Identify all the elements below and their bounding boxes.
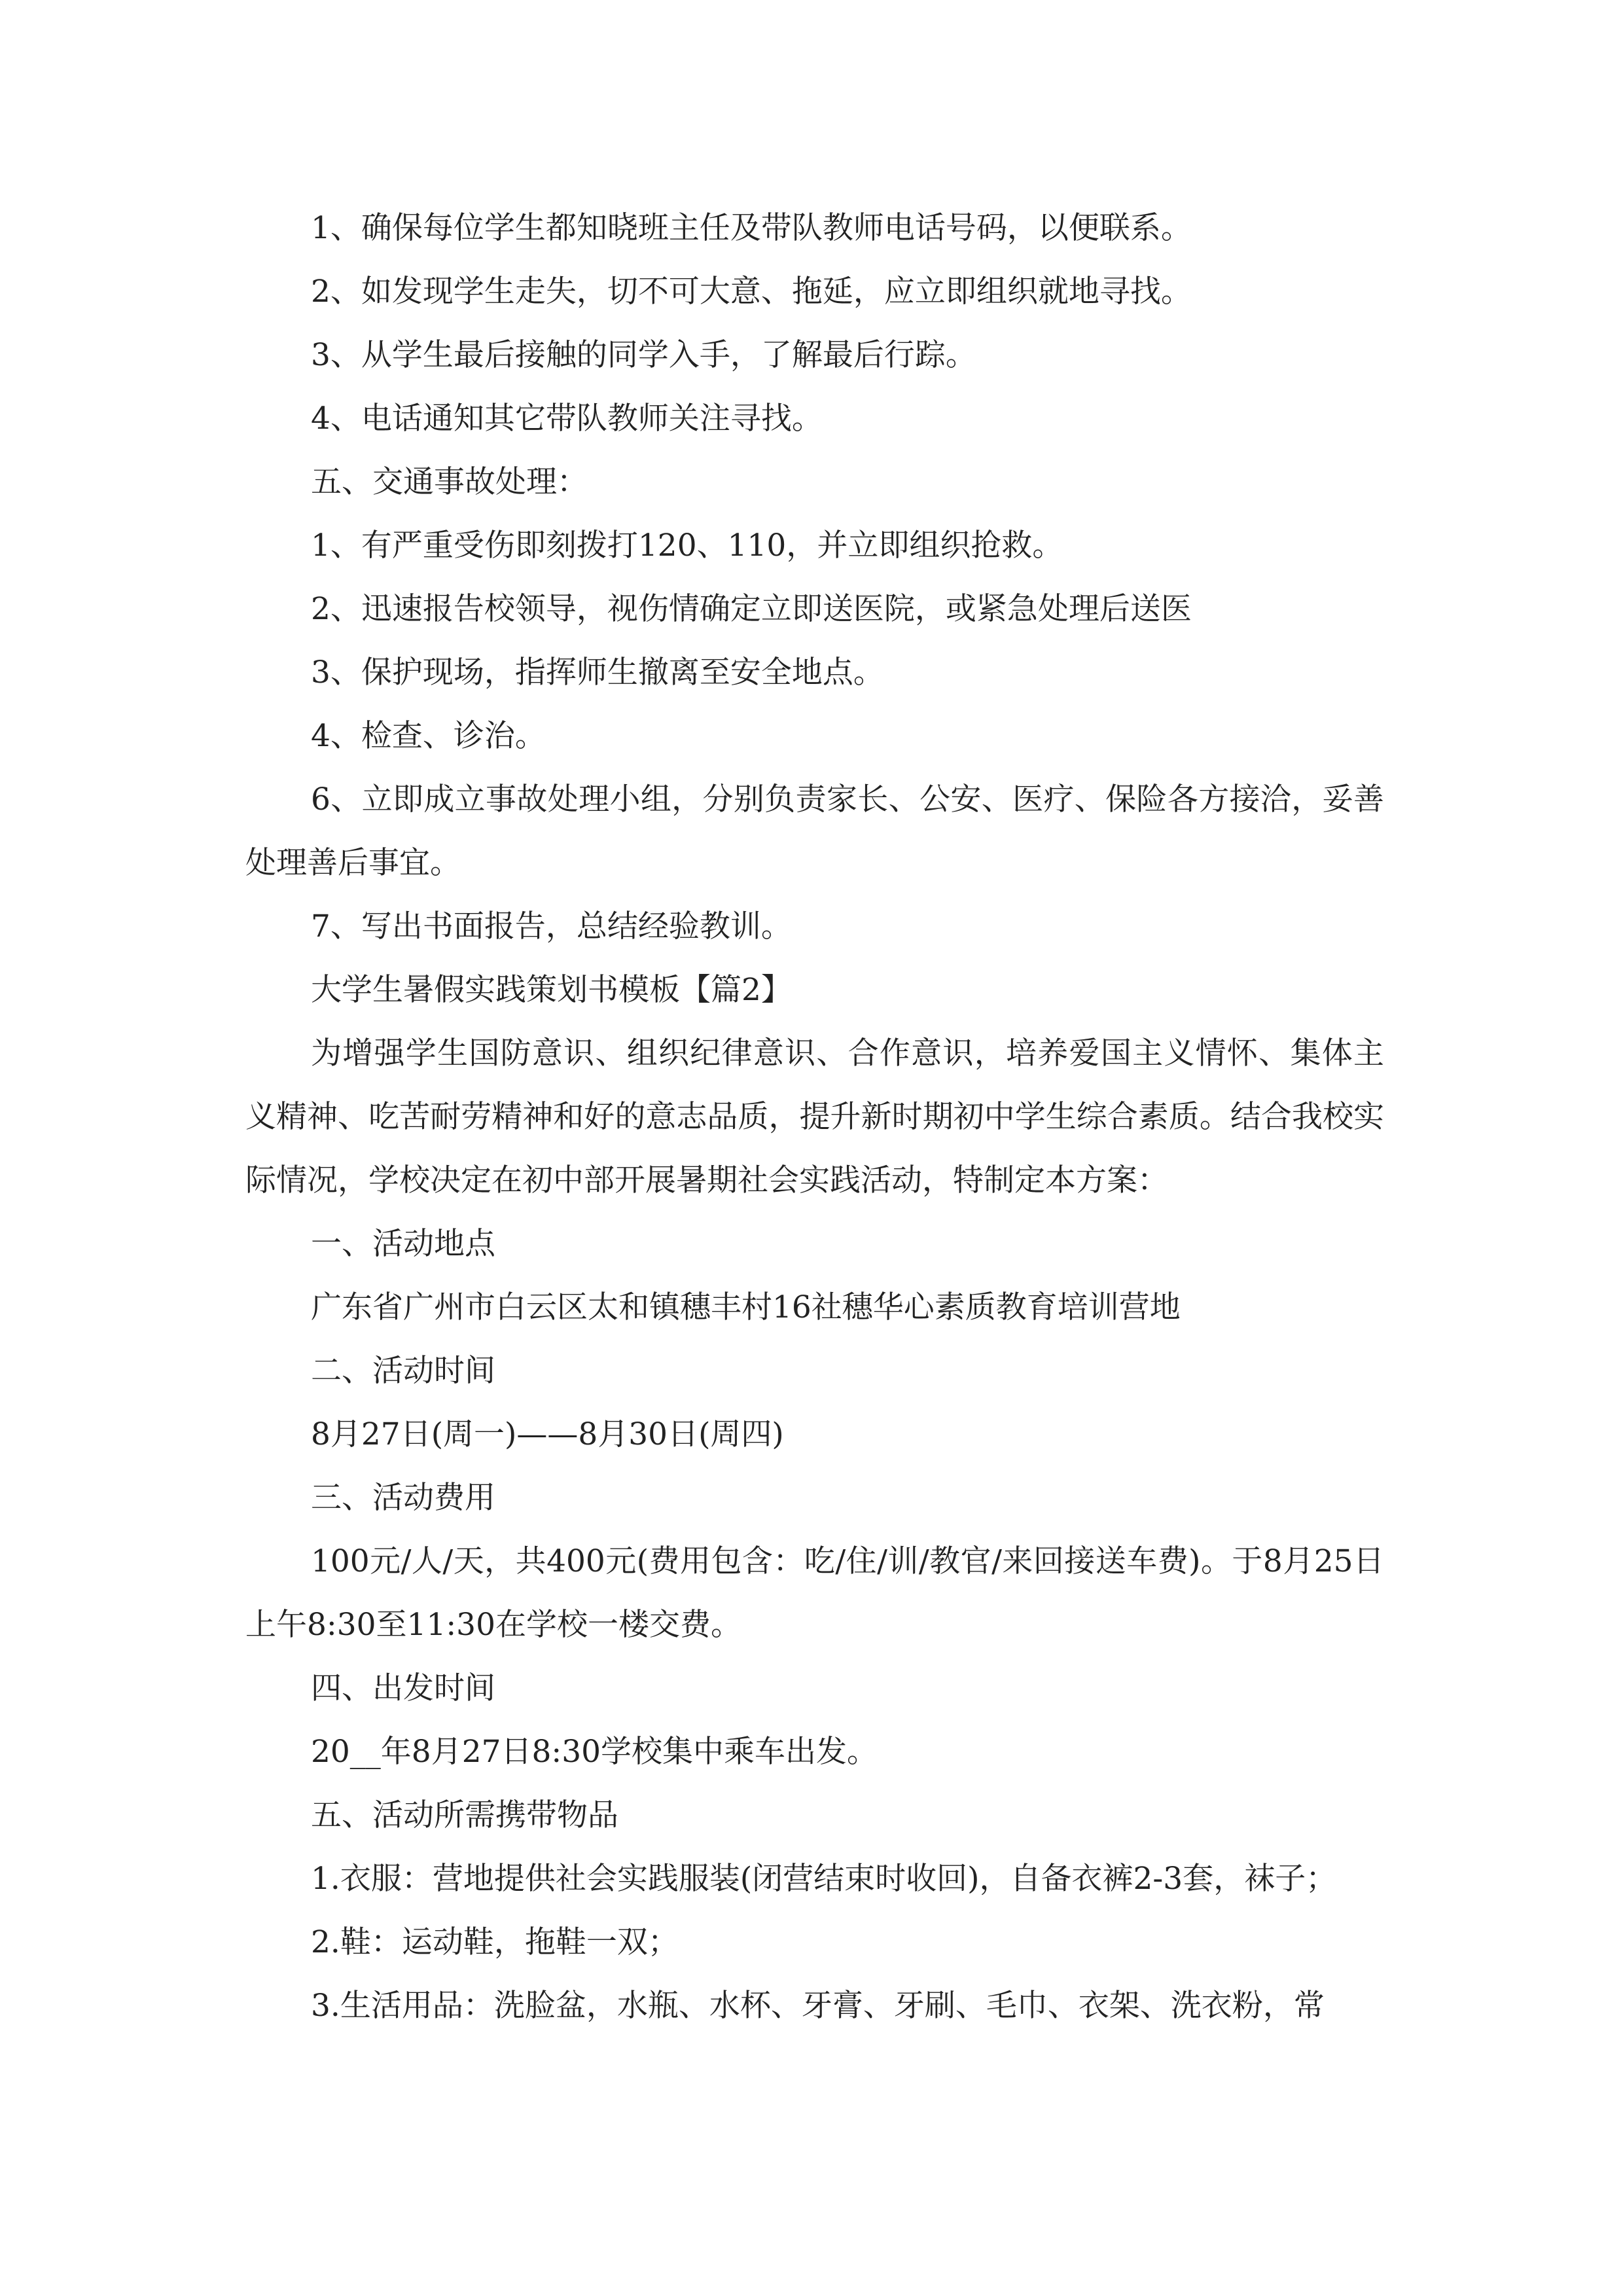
paragraph: 3、从学生最后接触的同学入手，了解最后行踪。 [311,337,976,373]
paragraph: 五、交通事故处理： [311,464,588,500]
paragraph: 五、活动所需携带物品 [311,1797,618,1833]
paragraph: 7、写出书面报告，总结经验教训。 [311,908,792,944]
document-body [245,196,1384,2037]
paragraph: 一、活动地点 [311,1226,495,1262]
paragraph: 2.鞋：运动鞋，拖鞋一双； [311,1924,679,1960]
paragraph: 2、如发现学生走失，切不可大意、拖延，应立即组织就地寻找。 [311,274,1192,310]
paragraph: 6、立即成立事故处理小组，分别负责家长、公安、医疗、保险各方接洽，妥善处理善后事宜。 [245,781,1384,881]
paragraph: 二、活动时间 [311,1353,495,1389]
paragraph: 20__年8月27日8:30学校集中乘车出发。 [311,1734,878,1770]
paragraph: 2、迅速报告校领导，视伤情确定立即送医院，或紧急处理后送医 [311,591,1192,627]
paragraph: 4、电话通知其它带队教师关注寻找。 [311,401,823,437]
paragraph: 四、出发时间 [311,1670,495,1706]
paragraph: 广东省广州市白云区太和镇穗丰村16社穗华心素质教育培训营地 [311,1289,1181,1325]
paragraph: 大学生暑假实践策划书模板【篇2】 [311,972,792,1008]
paragraph: 1、确保每位学生都知晓班主任及带队教师电话号码，以便联系。 [311,210,1192,246]
paragraph: 8月27日(周一)——8月30日(周四) [311,1416,784,1452]
paragraph: 100元/人/天，共400元(费用包含：吃/住/训/教官/来回接送车费)。于8月25日上午8:30至11:30在学校一楼交费。 [245,1543,1384,1643]
paragraph: 3、保护现场，指挥师生撤离至安全地点。 [311,655,884,691]
paragraph: 1.衣服：营地提供社会实践服装(闭营结束时收回)，自备衣裤2-3套，袜子； [311,1861,1337,1897]
paragraph: 三、活动费用 [311,1480,495,1516]
paragraph: 为增强学生国防意识、组织纪律意识、合作意识，培养爱国主义情怀、集体主义精神、吃苦耐劳精神和好的意志品质，提升新时期初中学生综合素质。结合我校实际情况，学校决定在初中部开展暑期社会实践活动，特制定本方案： [245,1035,1384,1198]
paragraph: 1、有严重受伤即刻拨打120、110，并立即组织抢救。 [311,528,1063,564]
paragraph: 3.生活用品：洗脸盆，水瓶、水杯、牙膏、牙刷、毛巾、衣架、洗衣粉，常 [311,1988,1325,2024]
paragraph: 4、检查、诊治。 [311,718,546,754]
